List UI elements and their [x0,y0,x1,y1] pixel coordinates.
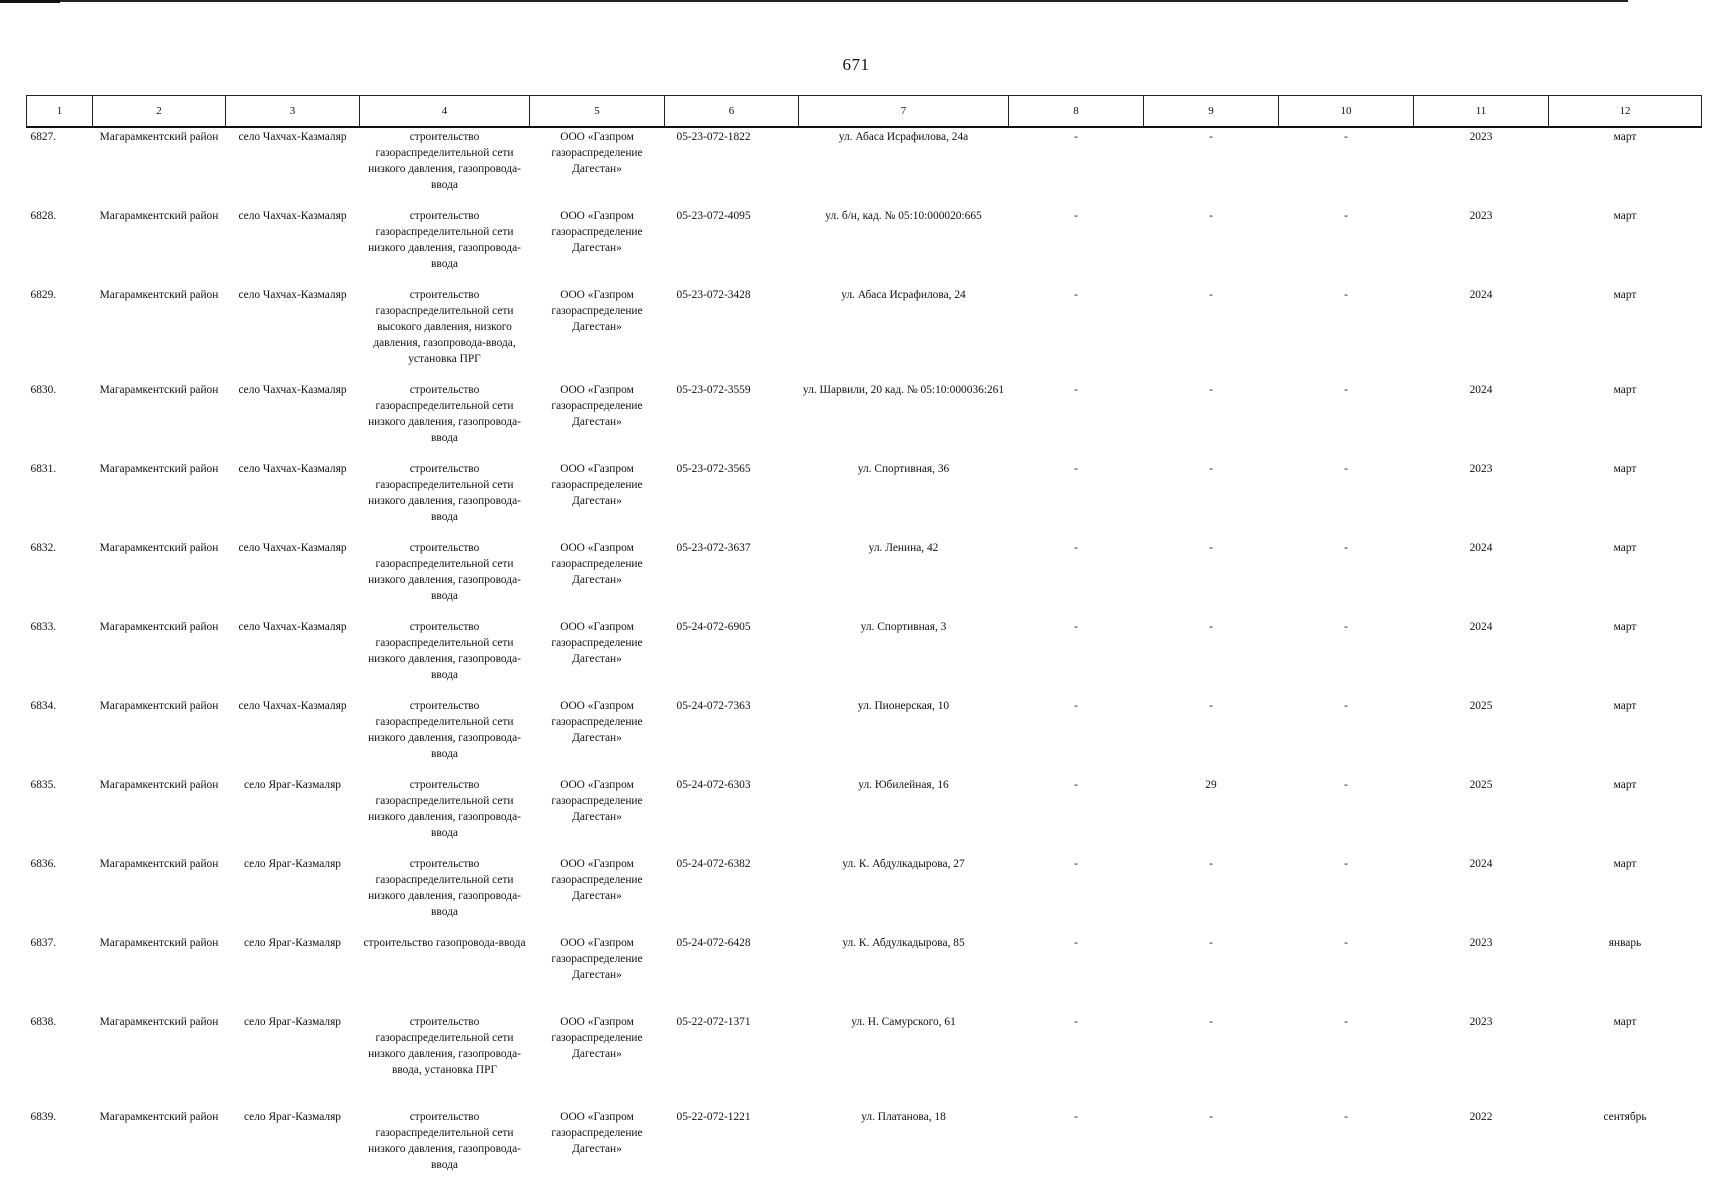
organization-cell: ООО «Газпром газораспределение Дагестан» [551,131,643,175]
application-code-cell: 05-23-072-3428 [676,289,751,301]
table-row [27,619,1702,698]
settlement-cell: село Чахчах-Казмаляр [238,131,347,143]
column-10-cell: - [1344,858,1348,870]
table-row [27,1014,1702,1109]
work-description-cell: строительство газораспределительной сети низкого давления, газопровода-ввода [368,542,521,602]
month-cell: март [1613,384,1637,396]
year-cell: 2024 [1469,384,1493,396]
year-cell: 2022 [1469,1111,1493,1123]
year-cell: 2023 [1469,463,1493,475]
column-8-cell: - [1074,779,1078,791]
column-8-cell: - [1074,463,1078,475]
month-cell: март [1613,700,1637,712]
year-cell: 2025 [1469,779,1493,791]
row-number-cell: 6836. [30,858,57,870]
work-description-cell: строительство газораспределительной сети низкого давления, газопровода-ввода, установка ПРГ [368,1016,521,1076]
work-description-cell: строительство газораспределительной сети низкого давления, газопровода-ввода [368,463,521,523]
address-cell: ул. Абаса Исрафилова, 24 [841,289,966,301]
work-description-cell: строительство газораспределительной сети низкого давления, газопровода-ввода [368,779,521,839]
work-description-cell: строительство газораспределительной сети высокого давления, низкого давления, газопровода-ввода, установка ПРГ [373,289,516,365]
year-cell: 2023 [1469,1016,1493,1028]
settlement-cell: село Чахчах-Казмаляр [238,700,347,712]
application-code-cell: 05-23-072-3565 [676,463,751,475]
column-10-cell: - [1344,937,1348,949]
column-header: 12 [1549,96,1702,128]
settlement-cell: село Чахчах-Казмаляр [238,463,347,475]
address-cell: ул. Абаса Исрафилова, 24а [838,131,969,143]
work-description-cell: строительство газораспределительной сети низкого давления, газопровода-ввода [368,1111,521,1171]
district-cell: Магарамкентский район [99,700,219,712]
month-cell: январь [1608,937,1642,949]
column-9-cell: - [1209,1016,1213,1028]
column-10-cell: - [1344,542,1348,554]
year-cell: 2024 [1469,542,1493,554]
application-code-cell: 05-22-072-1221 [676,1111,751,1123]
table-row [27,1109,1702,1188]
district-cell: Магарамкентский район [99,542,219,554]
column-8-cell: - [1074,700,1078,712]
table-row [27,382,1702,461]
address-cell: ул. Спортивная, 3 [860,621,947,633]
district-cell: Магарамкентский район [99,937,219,949]
top-rule-mark [0,0,60,3]
district-cell: Магарамкентский район [99,1016,219,1028]
column-10-cell: - [1344,1016,1348,1028]
column-header: 5 [530,96,665,128]
column-9-cell: - [1209,289,1213,301]
settlement-cell: село Чахчах-Казмаляр [238,210,347,222]
row-number-cell: 6835. [30,779,57,791]
register-table [26,95,1702,1188]
row-number-cell: 6833. [30,621,57,633]
organization-cell: ООО «Газпром газораспределение Дагестан» [551,937,643,981]
column-10-cell: - [1344,1111,1348,1123]
settlement-cell: село Чахчах-Казмаляр [238,289,347,301]
settlement-cell: село Яраг-Казмаляр [243,1016,342,1028]
month-cell: март [1613,131,1637,143]
application-code-cell: 05-22-072-1371 [676,1016,751,1028]
application-code-cell: 05-23-072-4095 [676,210,751,222]
column-8-cell: - [1074,937,1078,949]
district-cell: Магарамкентский район [99,289,219,301]
address-cell: ул. Шарвили, 20 кад. № 05:10:000036:261 [802,384,1005,396]
column-8-cell: - [1074,1016,1078,1028]
column-header: 2 [93,96,226,128]
table-row [27,127,1702,208]
work-description-cell: строительство газораспределительной сети низкого давления, газопровода-ввода [368,621,521,681]
settlement-cell: село Яраг-Казмаляр [243,937,342,949]
work-description-cell: строительство газораспределительной сети низкого давления, газопровода-ввода [368,384,521,444]
column-8-cell: - [1074,131,1078,143]
organization-cell: ООО «Газпром газораспределение Дагестан» [551,858,643,902]
row-number-cell: 6834. [30,700,57,712]
column-9-cell: - [1209,542,1213,554]
organization-cell: ООО «Газпром газораспределение Дагестан» [551,1111,643,1155]
work-description-cell: строительство газораспределительной сети низкого давления, газопровода-ввода [368,210,521,270]
column-9-cell: - [1209,463,1213,475]
column-header: 4 [360,96,530,128]
application-code-cell: 05-24-072-6428 [676,937,751,949]
table-row [27,698,1702,777]
year-cell: 2025 [1469,700,1493,712]
row-number-cell: 6827. [30,131,57,143]
table-header-row [27,96,1702,128]
settlement-cell: село Чахчах-Казмаляр [238,621,347,633]
column-10-cell: - [1344,131,1348,143]
work-description-cell: строительство газораспределительной сети низкого давления, газопровода-ввода [368,131,521,191]
year-cell: 2024 [1469,289,1493,301]
district-cell: Магарамкентский район [99,858,219,870]
top-rule [0,0,1628,2]
application-code-cell: 05-24-072-7363 [676,700,751,712]
column-10-cell: - [1344,700,1348,712]
district-cell: Магарамкентский район [99,1111,219,1123]
column-header: 9 [1144,96,1279,128]
column-8-cell: - [1074,858,1078,870]
address-cell: ул. б/н, кад. № 05:10:000020:665 [825,210,982,222]
column-10-cell: - [1344,210,1348,222]
district-cell: Магарамкентский район [99,384,219,396]
organization-cell: ООО «Газпром газораспределение Дагестан» [551,210,643,254]
column-8-cell: - [1074,210,1078,222]
settlement-cell: село Яраг-Казмаляр [243,858,342,870]
column-header: 11 [1414,96,1549,128]
row-number-cell: 6839. [30,1111,57,1123]
year-cell: 2023 [1469,131,1493,143]
table-row [27,856,1702,935]
column-10-cell: - [1344,463,1348,475]
table-row [27,777,1702,856]
column-9-cell: - [1209,937,1213,949]
organization-cell: ООО «Газпром газораспределение Дагестан» [551,463,643,507]
work-description-cell: строительство газораспределительной сети низкого давления, газопровода-ввода [368,858,521,918]
year-cell: 2023 [1469,210,1493,222]
address-cell: ул. К. Абдулкадырова, 85 [842,937,965,949]
column-9-cell: - [1209,1111,1213,1123]
column-8-cell: - [1074,621,1078,633]
settlement-cell: село Чахчах-Казмаляр [238,384,347,396]
year-cell: 2024 [1469,858,1493,870]
column-8-cell: - [1074,289,1078,301]
table-row [27,935,1702,1014]
district-cell: Магарамкентский район [99,621,219,633]
row-number-cell: 6838. [30,1016,57,1028]
work-description-cell: строительство газораспределительной сети низкого давления, газопровода-ввода [368,700,521,760]
application-code-cell: 05-23-072-1822 [676,131,751,143]
column-9-cell: - [1209,700,1213,712]
address-cell: ул. Спортивная, 36 [857,463,950,475]
column-10-cell: - [1344,289,1348,301]
column-header: 7 [799,96,1009,128]
row-number-cell: 6828. [30,210,57,222]
row-number-cell: 6837. [30,937,57,949]
table-row [27,461,1702,540]
column-10-cell: - [1344,384,1348,396]
column-header: 10 [1279,96,1414,128]
organization-cell: ООО «Газпром газораспределение Дагестан» [551,779,643,823]
month-cell: март [1613,1016,1637,1028]
settlement-cell: село Яраг-Казмаляр [243,1111,342,1123]
month-cell: март [1613,779,1637,791]
row-number-cell: 6831. [30,463,57,475]
application-code-cell: 05-23-072-3559 [676,384,751,396]
work-description-cell: строительство газопровода-ввода [363,937,526,949]
organization-cell: ООО «Газпром газораспределение Дагестан» [551,384,643,428]
district-cell: Магарамкентский район [99,463,219,475]
application-code-cell: 05-24-072-6905 [676,621,751,633]
organization-cell: ООО «Газпром газораспределение Дагестан» [551,1016,643,1060]
column-header: 1 [27,96,93,128]
month-cell: март [1613,621,1637,633]
month-cell: март [1613,858,1637,870]
address-cell: ул. Платанова, 18 [861,1111,946,1123]
month-cell: март [1613,289,1637,301]
column-8-cell: - [1074,1111,1078,1123]
district-cell: Магарамкентский район [99,779,219,791]
column-header: 6 [665,96,799,128]
column-9-cell: 29 [1205,779,1217,791]
month-cell: сентябрь [1603,1111,1647,1123]
column-9-cell: - [1209,384,1213,396]
column-9-cell: - [1209,621,1213,633]
address-cell: ул. К. Абдулкадырова, 27 [842,858,965,870]
row-number-cell: 6829. [30,289,57,301]
table-row [27,540,1702,619]
column-8-cell: - [1074,384,1078,396]
column-8-cell: - [1074,542,1078,554]
page-number: 671 [842,55,870,74]
organization-cell: ООО «Газпром газораспределение Дагестан» [551,621,643,665]
column-9-cell: - [1209,131,1213,143]
address-cell: ул. Н. Самурского, 61 [851,1016,956,1028]
month-cell: март [1613,210,1637,222]
column-header: 8 [1009,96,1144,128]
table-row [27,208,1702,287]
application-code-cell: 05-23-072-3637 [676,542,751,554]
row-number-cell: 6832. [30,542,57,554]
address-cell: ул. Юбилейная, 16 [858,779,949,791]
organization-cell: ООО «Газпром газораспределение Дагестан» [551,700,643,744]
address-cell: ул. Ленина, 42 [868,542,939,554]
year-cell: 2023 [1469,937,1493,949]
district-cell: Магарамкентский район [99,131,219,143]
column-10-cell: - [1344,779,1348,791]
application-code-cell: 05-24-072-6303 [676,779,751,791]
table-row [27,287,1702,382]
column-9-cell: - [1209,210,1213,222]
month-cell: март [1613,463,1637,475]
settlement-cell: село Яраг-Казмаляр [243,779,342,791]
organization-cell: ООО «Газпром газораспределение Дагестан» [551,289,643,333]
year-cell: 2024 [1469,621,1493,633]
row-number-cell: 6830. [30,384,57,396]
address-cell: ул. Пионерская, 10 [857,700,950,712]
column-header: 3 [226,96,360,128]
settlement-cell: село Чахчах-Казмаляр [238,542,347,554]
month-cell: март [1613,542,1637,554]
district-cell: Магарамкентский район [99,210,219,222]
application-code-cell: 05-24-072-6382 [676,858,751,870]
column-9-cell: - [1209,858,1213,870]
organization-cell: ООО «Газпром газораспределение Дагестан» [551,542,643,586]
column-10-cell: - [1344,621,1348,633]
